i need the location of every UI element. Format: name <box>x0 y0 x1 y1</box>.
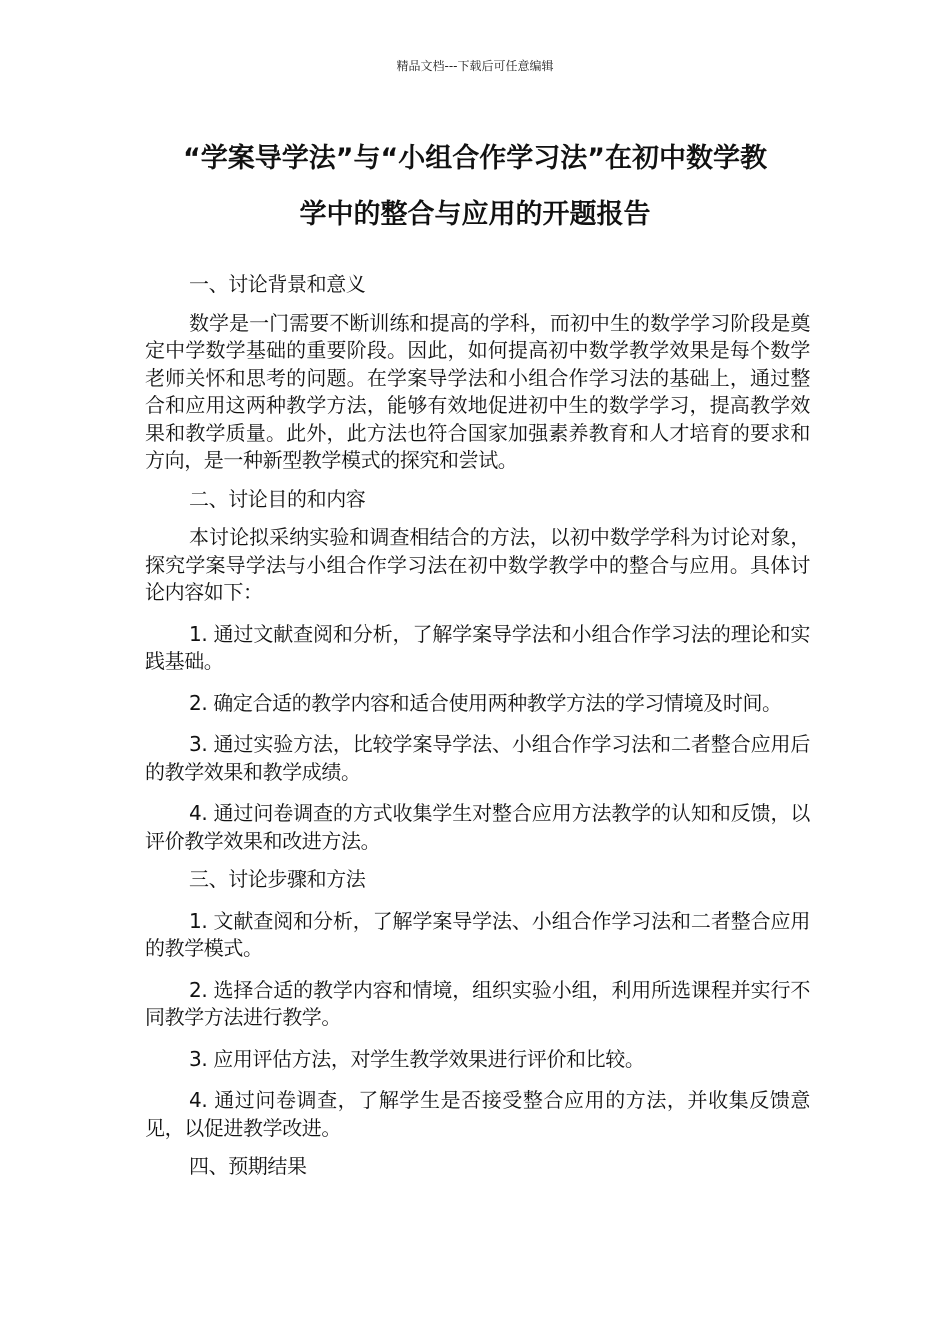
list-item-method-2: 2. 选择合适的教学内容和情境，组织实验小组，利用所选课程并实行不同教学方法进行教学。 <box>145 977 810 1029</box>
paragraph-background: 数学是一门需要不断训练和提高的学科，而初中生的数学学习阶段是奠定中学数学基础的重要阶段。因此，如何提高初中数学教学效果是每个数学老师关怀和思考的问题。在学案导学法和小组合作学习法的基础上，通过整合和应用这两种教学方法，能够有效地促进初中生的数学学习，提高教学效果和教学质量。此外，此方法也符合国家加强素养教育和人才培育的要求和方向，是一种新型教学模式的探究和尝试。 <box>145 310 810 472</box>
list-item-objective-4: 4. 通过问卷调查的方式收集学生对整合应用方法教学的认知和反馈，以评价教学效果和改进方法。 <box>145 801 810 853</box>
section-heading-background: 一、讨论背景和意义 <box>189 272 366 296</box>
section-heading-methods: 三、讨论步骤和方法 <box>189 867 366 891</box>
list-item-method-4: 4. 通过问卷调查，了解学生是否接受整合应用的方法，并收集反馈意见，以促进教学改进。 <box>145 1088 810 1140</box>
document-body <box>145 271 810 1181</box>
paragraph-objectives-intro: 本讨论拟采纳实验和调查相结合的方法，以初中数学学科为讨论对象，探究学案导学法与小组合作学习法在初中数学教学中的整合与应用。具体讨论内容如下： <box>145 525 810 604</box>
document-title-line-2: 学中的整合与应用的开题报告 <box>299 199 651 230</box>
section-heading-objectives: 二、讨论目的和内容 <box>189 486 366 511</box>
list-item-method-1: 1. 文献查阅和分析，了解学案导学法、小组合作学习法和二者整合应用的教学模式。 <box>145 908 810 960</box>
section-heading-expected-results: 四、预期结果 <box>189 1154 307 1178</box>
list-item-objective-3: 3. 通过实验方法，比较学案导学法、小组合作学习法和二者整合应用后的教学效果和教学成绩。 <box>145 732 810 784</box>
document-title <box>140 131 810 243</box>
list-item-method-3: 3. 应用评估方法，对学生教学效果进行评价和比较。 <box>189 1046 645 1071</box>
list-item-objective-1: 1. 通过文献查阅和分析，了解学案导学法和小组合作学习法的理论和实践基础。 <box>145 621 810 673</box>
list-item-objective-2: 2. 确定合适的教学内容和适合使用两种教学方法的学习情境及时间。 <box>189 690 782 715</box>
document-title-line-1: “学案导学法”与“小组合作学习法”在初中数学教 <box>183 143 767 174</box>
page-header: 精品文档---下载后可任意编辑 <box>396 59 554 73</box>
